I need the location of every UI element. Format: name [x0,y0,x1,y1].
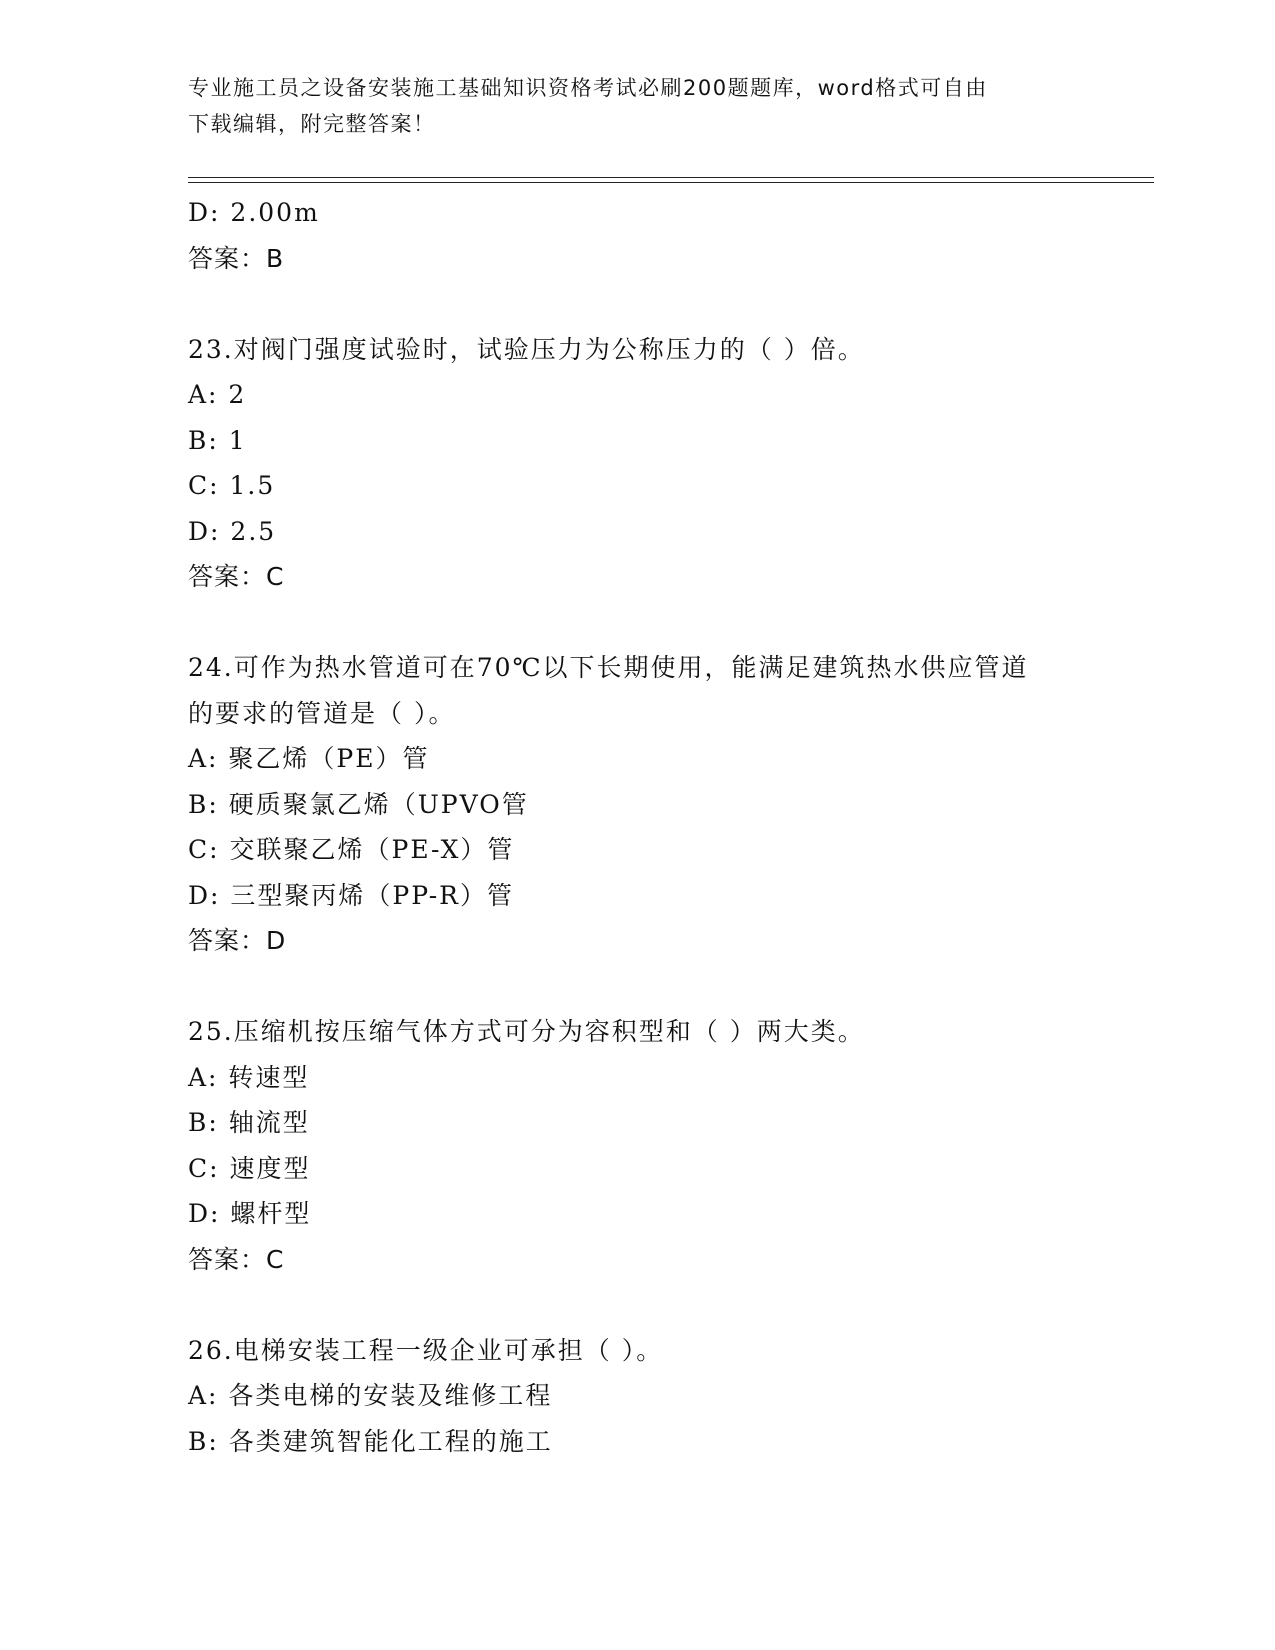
q25-option-c: C: 速度型 [188,1153,311,1183]
q24-option-c: C: 交联聚乙烯（PE-X）管 [188,835,515,864]
header-line-1: 专业施工员之设备安装施工基础知识资格考试必刷200题题库，word格式可自由 [188,76,988,100]
q24-option-a: A: 聚乙烯（PE）管 [188,744,430,773]
q26-option-a: A: 各类电梯的安装及维修工程 [188,1381,553,1410]
document-body [188,190,1108,1464]
header-rule-top [188,177,1154,178]
q25-answer: 答案：C [188,1244,285,1274]
q25-stem: 25.压缩机按压缩气体方式可分为容积型和（ ）两大类。 [188,1017,865,1046]
header-line-2: 下载编辑，附完整答案！ [188,112,436,136]
q23-option-c: C: 1.5 [188,471,276,500]
q26-stem: 26.电梯安装工程一级企业可承担（ ）。 [188,1335,664,1365]
q23-option-d: D: 2.5 [188,516,277,546]
q25-option-a: A: 转速型 [188,1062,310,1092]
q24-answer: 答案：D [188,926,287,955]
q23-option-a: A: 2 [188,380,247,409]
q23-stem: 23.对阀门强度试验时，试验压力为公称压力的（ ）倍。 [188,334,865,364]
page-header [188,70,1068,142]
q25-option-b: B: 轴流型 [188,1108,310,1137]
q23-option-b: B: 1 [188,425,247,455]
spacer [188,600,1108,646]
q22-option-d: D: 2.00m [188,198,320,227]
q25-option-d: D: 螺杆型 [188,1199,312,1228]
spacer [188,281,1108,327]
q23-answer: 答案：C [188,562,285,591]
q22-answer: 答案：B [188,243,285,273]
q24-stem-line-2: 的要求的管道是（ ）。 [188,698,456,728]
q26-option-b: B: 各类建筑智能化工程的施工 [188,1426,553,1456]
q24-option-d: D: 三型聚丙烯（PP-R）管 [188,880,514,910]
spacer [188,1282,1108,1328]
q24-option-b: B: 硬质聚氯乙烯（UPVO管 [188,789,529,819]
q24-stem-line-1: 24.可作为热水管道可在70℃以下长期使用，能满足建筑热水供应管道 [188,653,1029,682]
header-rule-bottom [188,182,1154,183]
spacer [188,964,1108,1010]
